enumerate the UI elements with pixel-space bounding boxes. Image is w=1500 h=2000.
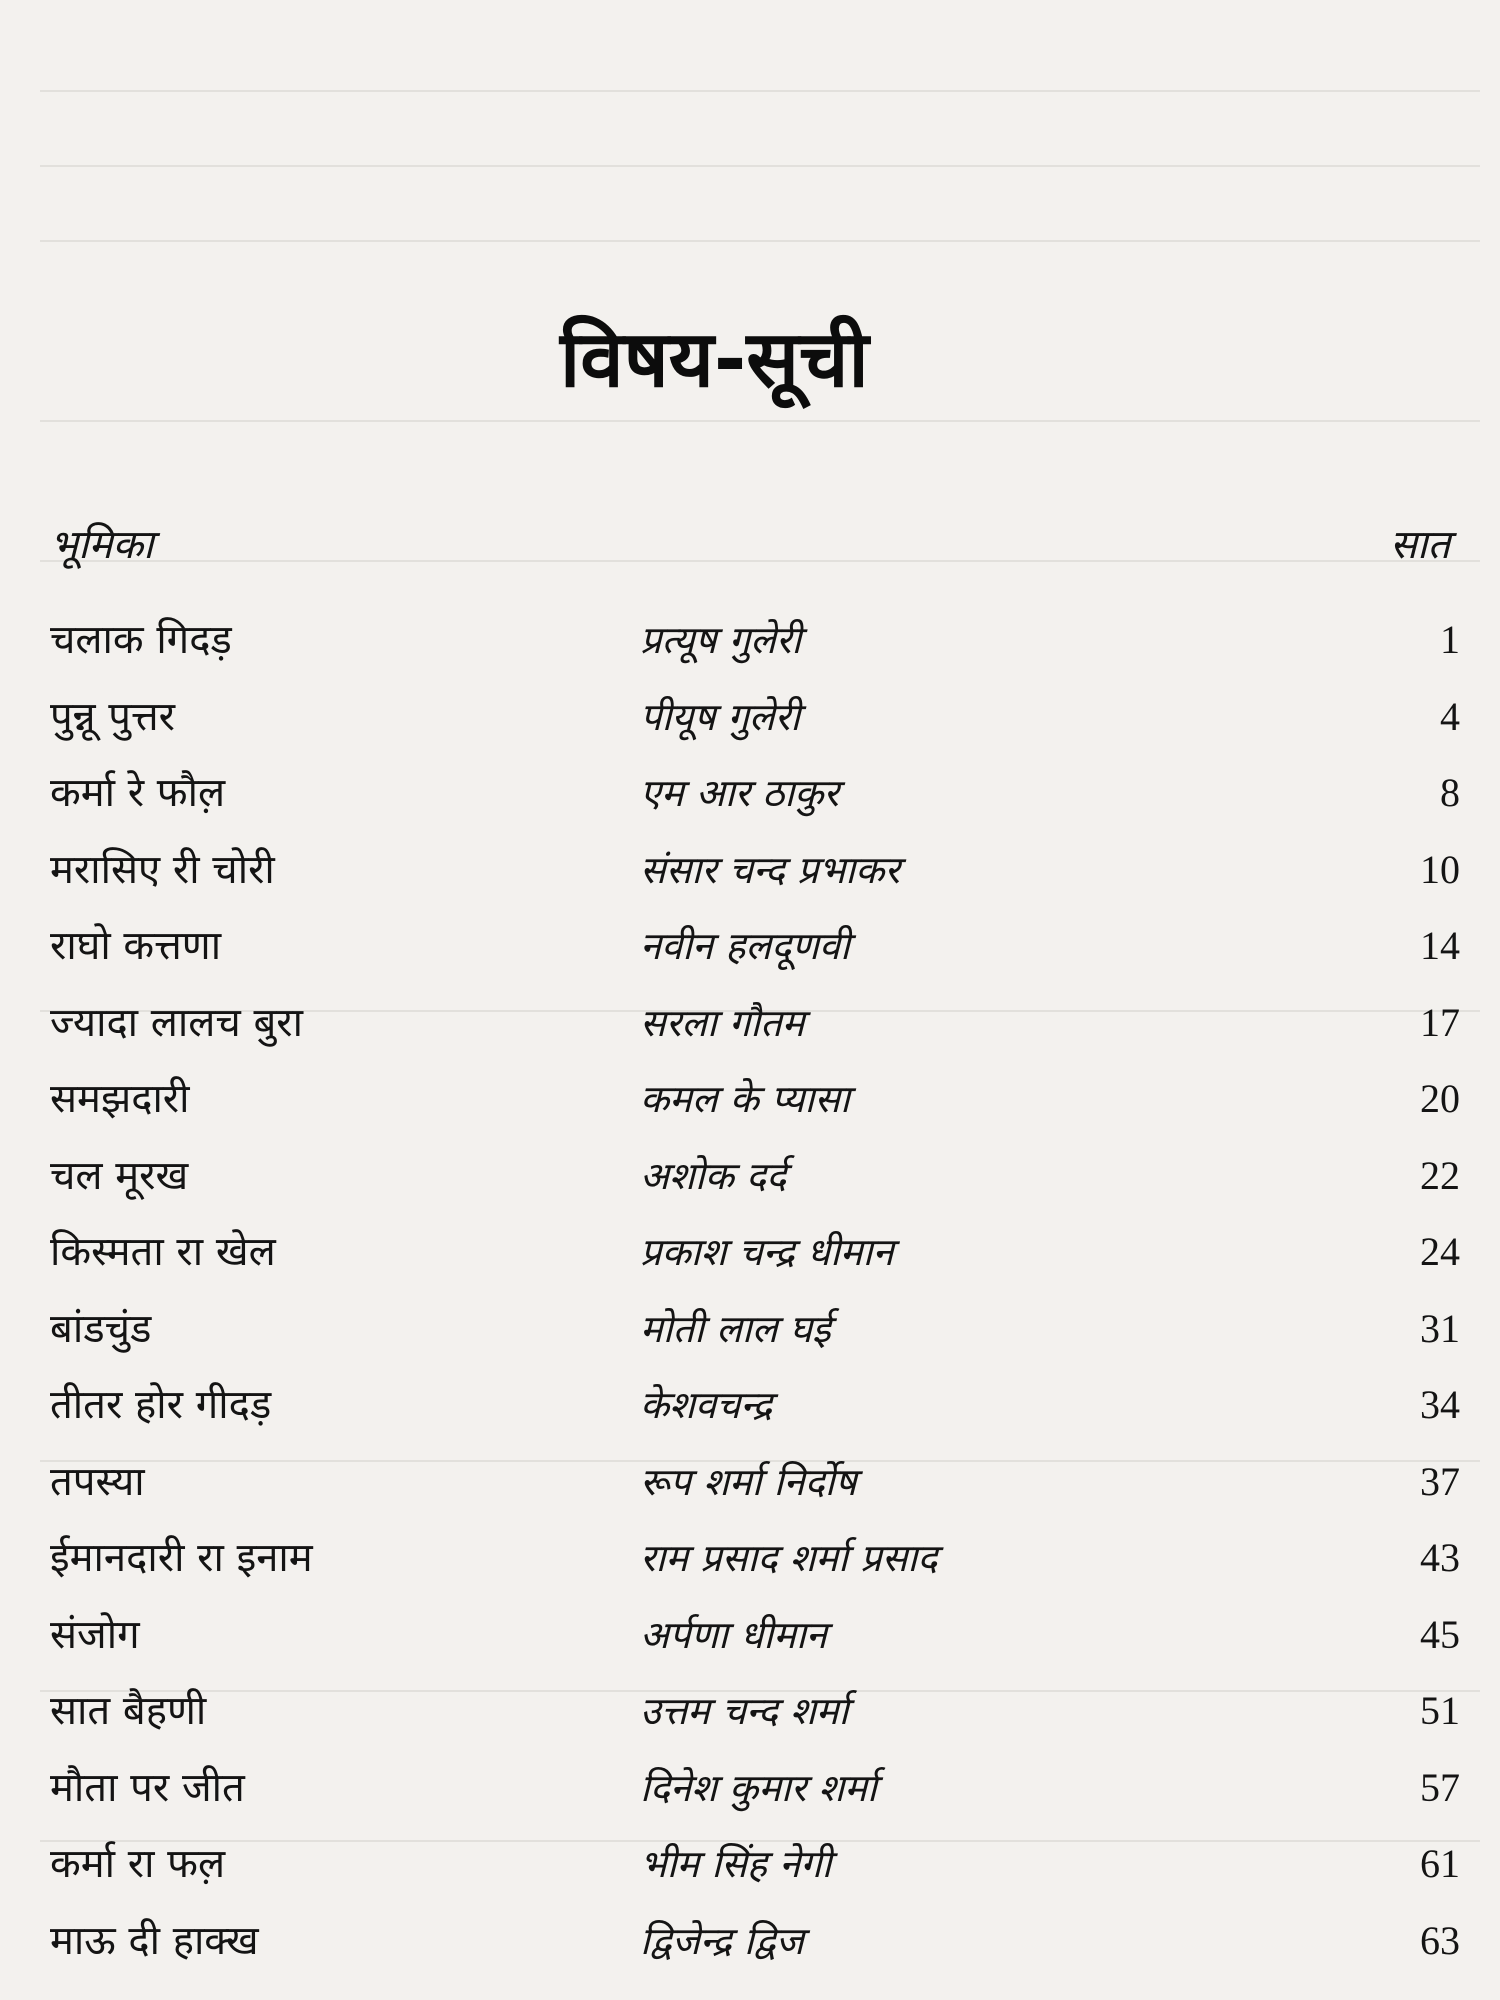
toc-entry-page: 1 [1440, 617, 1460, 662]
intro-label: भूमिका [50, 522, 154, 568]
toc-entry-author: पीयूष गुलेरी [640, 694, 801, 739]
toc-entry-author: एम आर ठाकुर [640, 771, 839, 815]
toc-entry-page: 37 [1420, 1458, 1460, 1504]
intro-page-number: सात [1390, 522, 1451, 568]
toc-entry-title: मौता पर जीत [50, 1764, 245, 1811]
toc-row [0, 1304, 1500, 1381]
toc-entry-title: मरासिए री चोरी [50, 846, 275, 893]
toc-entry-page: 63 [1420, 1917, 1460, 1963]
toc-entry-title: ईमानदारी रा इनाम [50, 1535, 313, 1581]
toc-row [0, 1763, 1500, 1840]
toc-row [0, 1227, 1500, 1304]
toc-entry-title: बांडचुंड [50, 1305, 152, 1352]
toc-entry-page: 20 [1420, 1076, 1460, 1121]
toc-entry-author: रूप शर्मा निर्दोष [640, 1459, 857, 1504]
toc-row [0, 921, 1500, 998]
toc-entry-title: किस्मता रा खेल [50, 1229, 276, 1275]
toc-row [0, 1457, 1500, 1534]
toc-entry-page: 10 [1420, 846, 1460, 892]
toc-entry-page: 34 [1420, 1382, 1460, 1427]
toc-entry-title: कर्मा रे फौल़ [50, 770, 226, 816]
toc-entry-page: 43 [1420, 1535, 1460, 1580]
toc-entry-title: सात बैहणी [50, 1688, 207, 1734]
toc-entry-author: अर्पणा धीमान [640, 1612, 827, 1657]
toc-entry-title: ज्यादा लालच बुरा [50, 999, 304, 1046]
show-through-line [40, 90, 1480, 92]
toc-entry-page: 51 [1420, 1688, 1460, 1733]
toc-entry-title: माऊ दी हाक्ख [50, 1917, 259, 1964]
toc-row [0, 768, 1500, 845]
toc-entry-author: सरला गौतम [640, 1000, 805, 1045]
toc-row [0, 1151, 1500, 1228]
toc-row [0, 1916, 1500, 1993]
toc-entry-page: 14 [1420, 923, 1460, 968]
toc-entry-page: 24 [1420, 1229, 1460, 1274]
toc-row [0, 1533, 1500, 1610]
toc-entry-page: 17 [1420, 999, 1460, 1045]
toc-entry-author: कमल के प्यासा [640, 1077, 850, 1121]
toc-entry-author: भीम सिंह नेगी [640, 1842, 832, 1886]
page-title: विषय-सूची [560, 315, 869, 405]
toc-entry-author: नवीन हलदूणवी [640, 924, 850, 968]
toc-entry-page: 61 [1420, 1841, 1460, 1886]
toc-row [0, 692, 1500, 769]
toc-entry-author: प्रकाश चन्द्र धीमान [640, 1230, 894, 1274]
toc-entry-page: 45 [1420, 1611, 1460, 1657]
toc-entry-page: 8 [1440, 770, 1460, 815]
toc-row [0, 615, 1500, 692]
toc-row [0, 1686, 1500, 1763]
toc-entry-author: केशवचन्द्र [640, 1383, 773, 1427]
toc-row [0, 845, 1500, 922]
toc-entry-author: संसार चन्द प्रभाकर [640, 847, 900, 892]
toc-entry-title: पुन्नू पुत्तर [50, 693, 175, 740]
toc-entry-author: प्रत्यूष गुलेरी [640, 618, 802, 662]
toc-entry-title: समझदारी [50, 1076, 190, 1122]
toc-entry-author: राम प्रसाद शर्मा प्रसाद [640, 1536, 938, 1580]
toc-entry-title: तपस्या [50, 1458, 145, 1505]
toc-entry-title: संजोग [50, 1611, 140, 1658]
show-through-line [40, 560, 1480, 562]
show-through-line [40, 165, 1480, 167]
table-of-contents [0, 615, 1500, 1992]
toc-entry-author: द्विजेन्द्र द्विज [640, 1918, 804, 1963]
toc-entry-title: चलाक गिदड़ [50, 617, 232, 663]
toc-entry-author: अशोक दर्द [640, 1153, 787, 1198]
toc-entry-page: 22 [1420, 1152, 1460, 1198]
toc-entry-page: 4 [1440, 693, 1460, 739]
toc-entry-title: तीतर होर गीदड़ [50, 1382, 272, 1428]
toc-entry-author: दिनेश कुमार शर्मा [640, 1765, 877, 1810]
toc-entry-title: चल मूरख [50, 1152, 189, 1199]
toc-entry-author: उत्तम चन्द शर्मा [640, 1689, 849, 1733]
toc-entry-page: 31 [1420, 1305, 1460, 1351]
toc-row [0, 998, 1500, 1075]
show-through-line [40, 240, 1480, 242]
toc-row [0, 1074, 1500, 1151]
toc-entry-title: राघो कत्तणा [50, 923, 222, 969]
toc-row [0, 1380, 1500, 1457]
toc-entry-author: मोती लाल घई [640, 1306, 831, 1351]
toc-row [0, 1610, 1500, 1687]
show-through-line [40, 420, 1480, 422]
toc-entry-title: कर्मा रा फल़ [50, 1841, 226, 1887]
toc-entry-page: 57 [1420, 1764, 1460, 1810]
toc-row [0, 1839, 1500, 1916]
